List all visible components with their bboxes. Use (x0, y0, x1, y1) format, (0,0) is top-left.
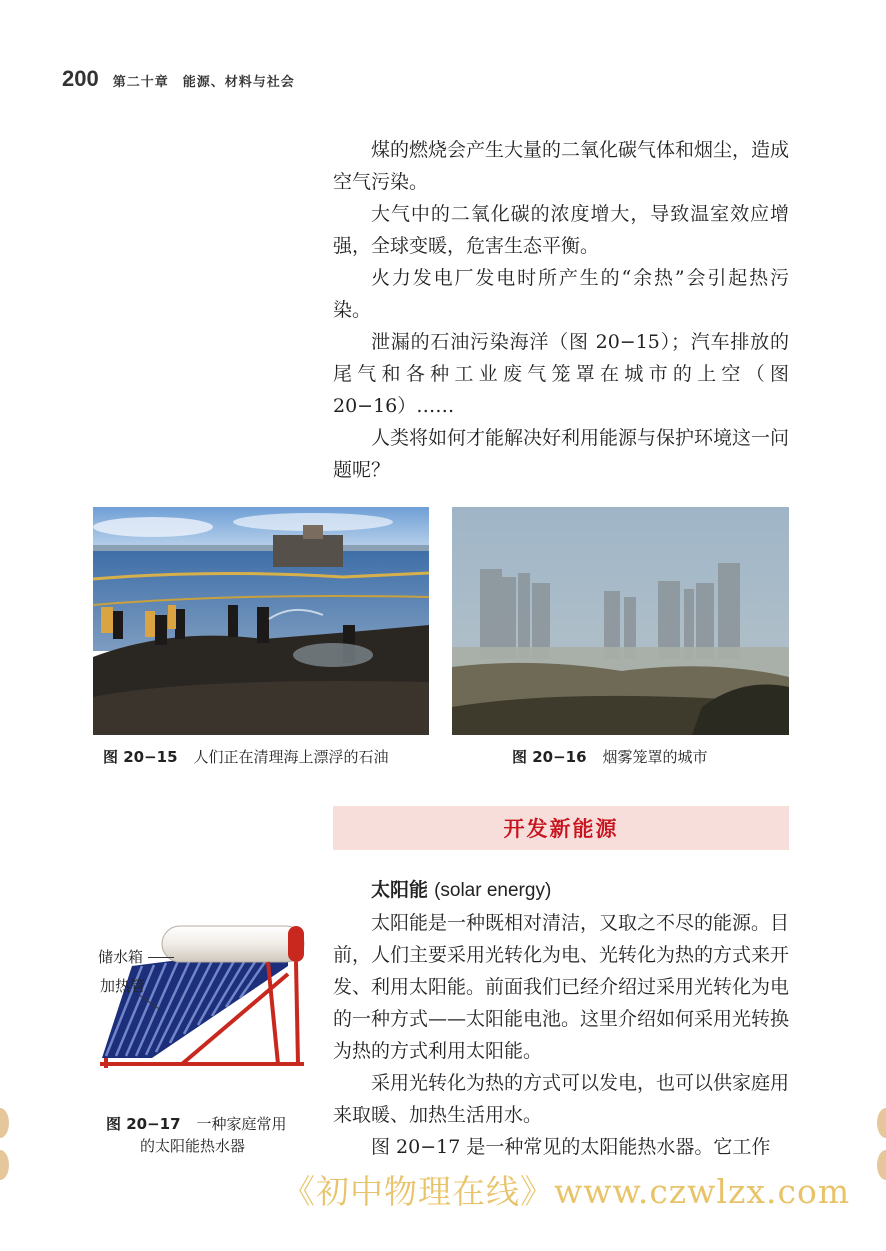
figure-caption-text: 一种家庭常用 (196, 1115, 287, 1133)
term: 太阳能 (371, 879, 429, 901)
label-leader-line (148, 957, 174, 958)
figure-caption-text: 的太阳能热水器 (140, 1137, 246, 1155)
figure-caption-text: 烟雾笼罩的城市 (602, 748, 708, 766)
paragraph: 人类将如何才能解决好利用能源与保护环境这一问题呢？ (333, 427, 790, 481)
oil-spill-photo (93, 507, 429, 735)
label-water-tank: 储水箱 (98, 948, 144, 966)
term-english: (solar energy) (434, 880, 552, 901)
paragraph: 采用光转化为热的方式可以发电，也可以供家庭用来取暖、加热生活用水。 (333, 1072, 790, 1126)
page-edge-dot (0, 1150, 9, 1180)
figure-caption-20-17 (106, 1113, 306, 1157)
paragraph: 图 20−17 是一种常见的太阳能热水器。它工作 (371, 1136, 771, 1158)
chapter-title: 第二十章 能源、材料与社会 (112, 75, 295, 90)
page-edge-dot (0, 1108, 9, 1138)
paragraph: 太阳能是一种既相对清洁，又取之不尽的能源。目前，人们主要采用光转化为电、光转化为热的方式来开发、利用太阳能。前面我们已经介绍过采用光转化为电的一种方式——太阳能电池。这里介绍如何采用光转换为热的方式利用太阳能。 (333, 912, 790, 1062)
intro-text (333, 134, 789, 486)
page-edge-dot (877, 1150, 886, 1180)
smog-city-photo (452, 507, 789, 735)
paragraph: 火力发电厂发电时所产生的“余热”会引起热污染。 (333, 267, 789, 321)
figure-caption-20-15 (103, 746, 389, 767)
label-heating-tube: 加热管 (100, 977, 146, 995)
figure-caption-text: 人们正在清理海上漂浮的石油 (193, 748, 389, 766)
figure-caption-20-16 (512, 746, 708, 767)
page-number: 200 (62, 66, 99, 91)
section-title: 开发新能源 (503, 817, 619, 841)
figure-number: 图 20−16 (512, 748, 587, 766)
page-edge-dot (877, 1108, 886, 1138)
solar-energy-text (333, 874, 789, 1163)
section-heading-bar (333, 806, 789, 850)
page-header (62, 66, 295, 96)
figure-number: 图 20−15 (103, 748, 178, 766)
term-heading (333, 874, 789, 907)
paragraph: 煤的燃烧会产生大量的二氧化碳气体和烟尘，造成空气污染。 (333, 139, 790, 193)
figure-number: 图 20−17 (106, 1115, 181, 1133)
paragraph: 泄漏的石油污染海洋（图 20−15）；汽车排放的尾气和各种工业废气笼罩在城市的上空（图 20−16）…… (333, 331, 789, 417)
watermark: 《初中物理在线》www.czwlzx.com (282, 1172, 851, 1211)
paragraph: 大气中的二氧化碳的浓度增大，导致温室效应增强，全球变暖，危害生态平衡。 (333, 203, 789, 257)
